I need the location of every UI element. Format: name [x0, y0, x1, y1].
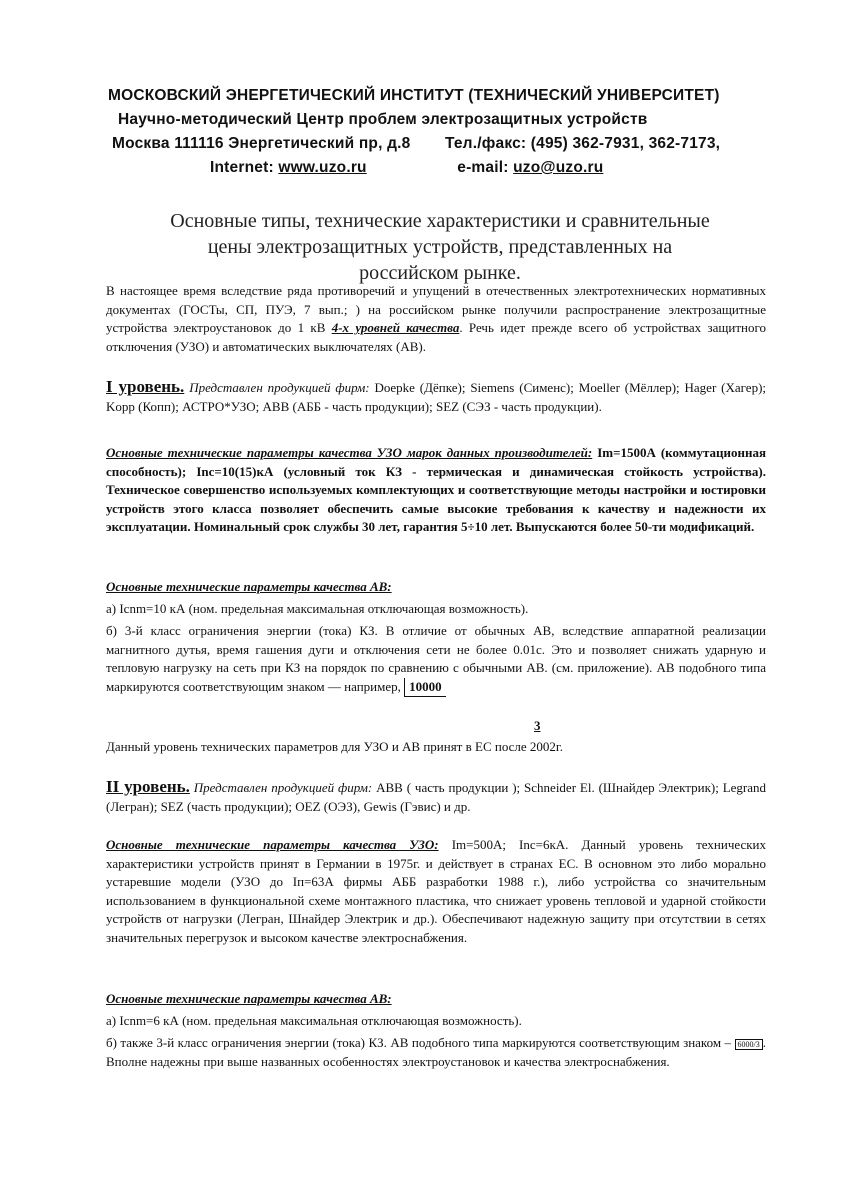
levels-phrase: 4-х уровней качества: [331, 320, 460, 336]
phone: Тел./факс: (495) 362-7931, 362-7173,: [444, 135, 721, 152]
level1-cb-heading: [106, 578, 766, 597]
level2-mark-class: 3: [755, 1040, 760, 1049]
doc-title-line-1: Основные типы, технические характеристики и сравнительные: [170, 210, 710, 232]
level1-rcd-text: Im=1500А (коммутационная способность); Inc=10(15)кА (условный ток КЗ - термическая и динамическая стойкость устройства). Техническое совершенство используемых комплектующих и соответствующие методы настройки и юстировки устройств этого класса позволяет обеспечить самые высокие требования к качеству и надежности их эксплуатации. Номинальный срок службы 30 лет, гарантия 5÷10 лет. Выпускаются более 50-ти модификаций.: [106, 445, 767, 535]
doc-title-line-2: цены электрозащитных устройств, представленных на: [207, 236, 673, 258]
level1-cb-b-text: б) 3-й класс ограничения энергии (тока) КЗ. В отличие от обычных АВ, вследствие аппаратной реализации магнитного дутья, время гашения дуги и отключения сети не более 0.01с. Это и позволяет снижать ударную и тепловую нагрузку на сеть при КЗ на порядок по сравнению с обычными АВ. (см. приложение). АВ подобного типа маркируются соответствующим знаком — например,: [106, 623, 766, 694]
level1-cb-a: а) Icnm=10 кА (ном. предельная максимальная отключающая возможность).: [106, 601, 529, 616]
level2-cb-b-text-2: . Вполне надежны при выше названных особенностях электроустановок и качества электроснабжения.: [106, 1035, 767, 1069]
level1-represented: Представлен продукцией фирм:: [189, 380, 370, 395]
level2-cb-heading-text: Основные технические параметры качества АВ:: [106, 991, 392, 1006]
level2-mark-value: 6000: [737, 1040, 754, 1049]
level2-rcd-heading: Основные технические параметры качества УЗО:: [106, 837, 439, 852]
email-link[interactable]: uzo@uzo.ru: [513, 159, 604, 176]
email-label: e-mail:: [457, 159, 509, 176]
address-line: [112, 134, 782, 154]
intro-text-2: . Речь идет прежде всего об устройствах защитного отключения (УЗО) и автоматических выключателях (АВ).: [106, 320, 767, 354]
institute-name: МОСКОВСКИЙ ЭНЕРГЕТИЧЕСКИЙ ИНСТИТУТ (ТЕХНИЧЕСКИЙ УНИВЕРСИТЕТ): [108, 87, 720, 104]
energy-class-mark: 3: [534, 718, 541, 733]
level1-intro: [106, 378, 766, 416]
level2-represented: Представлен продукцией фирм:: [193, 780, 373, 795]
doc-title-line-3: российском рынке.: [359, 262, 521, 284]
address: Москва 111116 Энергетический пр, д.8: [112, 135, 411, 152]
level1-rcd-section: [106, 444, 766, 537]
level2-cb-a: а) Icnm=6 кА (ном. предельная максимальная отключающая возможность).: [106, 1013, 522, 1028]
level1-cb-b: [106, 622, 766, 697]
level1-cb-heading-text: Основные технические параметры качества АВ:: [106, 579, 392, 594]
intro-text: В настоящее время вследствие ряда противоречий и упущений в отечественных электротехнических нормативных документах (ГОСТы, СП, ПУЭ, 7 вып.; ) на российском рынке получили распространение электрозащитные устройства электроустановок до 1 кВ: [106, 283, 766, 336]
level2-heading: II уровень.: [106, 777, 190, 796]
internet-label: Internet:: [210, 159, 274, 176]
intro-paragraph: [106, 282, 766, 356]
website-link[interactable]: www.uzo.ru: [278, 159, 367, 176]
level1-adopted: Данный уровень технических параметров для УЗО и АВ принят в ЕС после 2002г.: [106, 739, 564, 754]
level1-firms: Doepke (Дёпке); Siemens (Сименс); Moeller (Мёллер); Hager (Хагер); Kopp (Копп); АСТРО*УЗО; ABB (АББ - часть продукции); SEZ (СЭЗ - часть продукции).: [106, 380, 767, 414]
level2-cb-heading: [106, 990, 766, 1009]
center-name: Научно-методический Центр проблем электрозащитных устройств: [118, 111, 648, 128]
level1-rcd-heading: Основные технические параметры качества УЗО марок данных производителей:: [106, 445, 593, 460]
contacts-line: [210, 158, 848, 178]
level2-rcd-text: Im=500А; Inc=6кА. Данный уровень технических характеристики устройств принят в Германии в 1975г. и действует в странах ЕС. В основном это либо морально устаревшие модели (УЗО до Iп=63А фирмы АББ разработки 1988 г.), либо устройства со значительным использованием в функциональной схеме монтажного пластика, что снижает уровень тепловой и ударной стойкости устройств от нагрузки (Легран, Шнайдер Электрик и др.). Обеспечивают надежную защиту при отсутствии в сетях значительных перегрузок и высоком качестве электроснабжения.: [106, 837, 766, 945]
level2-firms: ABB ( часть продукции ); Schneider El. (Шнайдер Электрик); Legrand (Легран); SEZ (часть продукции); OEZ (ОЭЗ), Gewis (Гэвис) и др.: [106, 780, 767, 814]
current-limiting-mark: 10000: [404, 678, 446, 698]
level1-heading: I уровень.: [106, 377, 185, 396]
level2-cb-b-text: б) также 3-й класс ограничения энергии (тока) КЗ. АВ подобного типа маркируются соответствующим знаком –: [106, 1035, 732, 1050]
level2-cb-b: [106, 1034, 766, 1071]
level2-rcd-section: [106, 836, 766, 948]
level2-mark: 6000/3: [735, 1039, 763, 1050]
level2-intro: [106, 778, 766, 816]
